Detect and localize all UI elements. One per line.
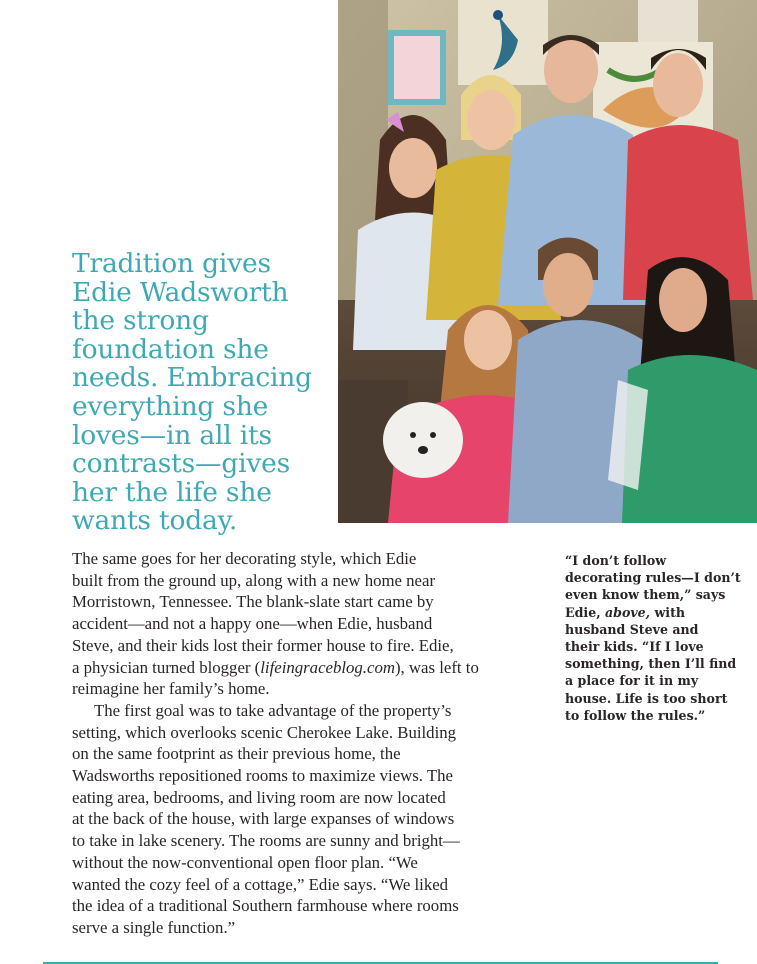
caption-line: house. Life is too short [565, 690, 728, 706]
body-line: Steve, and their kids lost their former house to fire. Edie, [72, 635, 454, 655]
blog-link: lifeingraceblog.com [260, 657, 395, 677]
body-line: without the now-conventional open floor plan. “We [72, 852, 418, 872]
intro-deck [72, 250, 342, 536]
deck-line: her the life she [72, 476, 272, 508]
body-line: at the back of the house, with large expanses of windows [72, 809, 455, 829]
caption-line: a place for it in my [565, 673, 699, 689]
body-line: Morristown, Tennessee. The blank-slate start came by [72, 592, 434, 612]
caption-text: with [650, 604, 686, 620]
body-line: setting, which overlooks scenic Cherokee Lake. Building [72, 722, 457, 742]
body-line: The same goes for her decorating style, which Edie [72, 549, 417, 568]
blog-text-before: a physician turned blogger ( [72, 657, 261, 677]
body-line: Wadsworths repositioned rooms to maximize views. The [72, 766, 453, 786]
body-line: wanted the cozy feel of a cottage,” Edie says. “We liked [72, 874, 449, 894]
blog-text-after: ), was left to [394, 657, 479, 677]
deck-line: contrasts—gives [72, 448, 291, 480]
caption-line: decorating rules—I don’t [565, 570, 741, 586]
family-photo [338, 0, 757, 523]
caption-line: to follow the rules.” [565, 707, 706, 723]
caption-line [565, 604, 745, 621]
caption-line: something, then I’ll find [565, 656, 737, 672]
caption-line: “I don’t follow [565, 553, 667, 568]
body-line: The first goal was to take advantage of the property’s [94, 700, 452, 720]
caption-line: their kids. “If I love [565, 639, 704, 655]
caption-emphasis: above, [604, 604, 651, 620]
deck-line: Tradition gives [72, 248, 271, 279]
body-line: built from the ground up, along with a new home near [72, 570, 436, 590]
body-line: eating area, bedrooms, and living room are now located [72, 787, 446, 807]
deck-line: foundation she [72, 333, 269, 365]
body-line: to take in lake scenery. The rooms are sunny and bright— [72, 831, 460, 851]
deck-line: Edie Wadsworth [72, 276, 289, 308]
pink-print [388, 30, 446, 105]
dog [383, 402, 463, 478]
family-photo-illustration [338, 0, 757, 523]
deck-line: the strong [72, 305, 209, 337]
body-line: reimagine her family’s home. [72, 679, 270, 699]
deck-line: loves—in all its [72, 419, 272, 451]
peacock-print [458, 0, 548, 85]
body-text [72, 548, 542, 939]
deck-line: needs. Embracing [72, 362, 312, 394]
caption-line: even know them,” says [565, 587, 726, 603]
body-line: serve a single function.” [72, 917, 236, 937]
body-line: accident—and not a happy one—when Edie, husband [72, 614, 433, 634]
body-line: the idea of a traditional Southern farmhouse where rooms [72, 896, 459, 916]
photo-caption-quote [565, 552, 745, 724]
caption-text: Edie, [565, 604, 605, 620]
deck-line: everything she [72, 390, 269, 422]
body-line: on the same footprint as their previous home, the [72, 744, 401, 764]
deck-line: wants today. [72, 505, 238, 537]
body-line [72, 657, 542, 679]
caption-line: husband Steve and [565, 621, 699, 637]
